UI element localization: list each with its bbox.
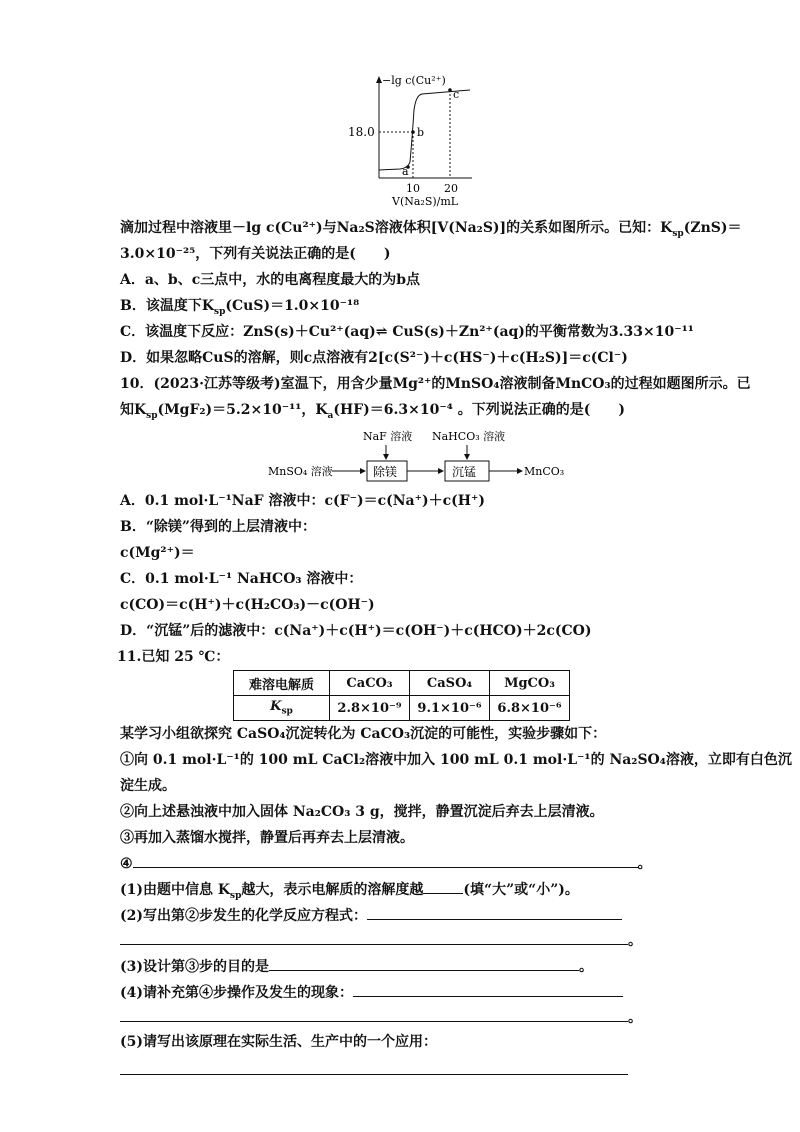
answer-blank-sub5[interactable] [120, 1060, 628, 1075]
graph-ytick: 18.0 [348, 125, 375, 139]
table-header-cell: CaCO₃ [330, 671, 410, 696]
graph-ylabel: −lg c(Cu²⁺) [382, 74, 446, 87]
q11-sub4-text: (4)请补充第④步操作及发生的现象： [120, 985, 353, 1001]
q11-sub1 [120, 879, 579, 905]
q10-stem-line1: 10．(2023·江苏等级考)室温下，用含少量Mg²⁺的MnSO₄溶液制备MnCO₃的过程如题图所示。已 [120, 376, 751, 392]
q9-optb-text: B．该温度下K [120, 298, 215, 314]
q11-sub1b: 越大，表示电解质的溶解度越 [241, 882, 424, 898]
table-cell: 6.8×10⁻⁶ [490, 696, 570, 721]
answer-blank-sub3[interactable] [269, 956, 579, 971]
q11-sub2-line2 [120, 930, 642, 950]
graph-xlabel: V(Na₂S)/mL [392, 195, 459, 208]
answer-blank-step4[interactable] [133, 853, 638, 868]
q10-option-d: D．“沉锰”后的滤液中：c(Na⁺)＋c(H⁺)＝c(OH⁻)＋c(HCO)＋2c(CO) [120, 623, 592, 639]
table-header-cell: CaSO₄ [410, 671, 490, 696]
point-c: c [453, 88, 460, 101]
table-row [234, 696, 570, 721]
flow-start: MnSO₄ 溶液 [268, 465, 333, 478]
q11-step4 [120, 853, 652, 873]
q11-sub1c: (填“大”或“小”)。 [463, 882, 579, 898]
q9-stem-line1 [120, 219, 741, 243]
q9-optb-sub: sp [214, 306, 226, 317]
q11-sub3 [120, 956, 593, 976]
q11-step1-line1: ①向 0.1 mol·L⁻¹的 100 mL CaCl₂溶液中加入 100 mL 0.1 mol·L⁻¹的 Na₂SO₄溶液，立即有白色沉 [120, 752, 792, 768]
q11-sub3-text: (3)设计第③步的目的是 [120, 959, 269, 975]
point-a: a [402, 165, 409, 178]
table-row-label [234, 696, 330, 721]
period: 。 [579, 959, 593, 975]
graph-xtick-20: 20 [444, 182, 458, 195]
q11-step4-label: ④ [120, 856, 133, 872]
q9-option-a: A．a、b、c三点中，水的电离程度最大的为b点 [120, 272, 421, 288]
q9-option-d: D．如果忽略CuS的溶解，则c点溶液有2[c(S²⁻)＋c(HS⁻)＋c(H₂S)]＝c(Cl⁻) [120, 350, 628, 366]
q10-stem2-sub2: a [327, 410, 334, 421]
q11-sub5: (5)请写出该原理在实际生活、生产中的一个应用： [120, 1034, 437, 1050]
q10-option-b-formula: c(Mg²⁺)＝ [120, 545, 195, 561]
q11-sub4-line2 [120, 1007, 642, 1027]
titration-graph [340, 70, 490, 210]
flow-step1-reagent: NaF 溶液 [363, 430, 413, 443]
q10-stem2: 知K [120, 402, 147, 418]
q10-option-a: A．0.1 mol·L⁻¹NaF 溶液中：c(F⁻)＝c(Na⁺)＋c(H⁺) [120, 493, 486, 509]
flow-step2: 沉锰 [452, 465, 477, 479]
q11-stem: 11.已知 25 ℃： [117, 649, 230, 665]
graph-xtick-10: 10 [406, 182, 420, 195]
q9-option-c: C．该温度下反应：ZnS(s)＋Cu²⁺(aq)⇌ CuS(s)＋Zn²⁺(aq)的平衡常数为3.33×10⁻¹¹ [120, 324, 694, 340]
answer-blank-sub4b[interactable] [120, 1007, 628, 1022]
table-header-row [234, 671, 570, 696]
q11-sub4 [120, 982, 623, 1002]
answer-blank-sub2b[interactable] [120, 930, 628, 945]
period: 。 [628, 1010, 642, 1026]
q10-option-c-formula: c(CO)＝c(H⁺)＋c(H₂CO₃)－c(OH⁻) [120, 597, 375, 613]
q9-option-b [120, 297, 359, 321]
ksp-symbol-sub: sp [281, 706, 293, 717]
q11-step3: ③再加入蒸馏水搅拌，静置后再弃去上层清液。 [120, 830, 414, 846]
flow-end: MnCO₃ [524, 465, 565, 478]
q10-stem2-end2: (HF)＝6.3×10⁻⁴ 。下列说法正确的是( ) [333, 402, 626, 418]
q9-stem-line2: 3.0×10⁻²⁵，下列有关说法正确的是( ) [120, 246, 391, 262]
q11-intro: 某学习小组欲探究 CaSO₄沉淀转化为 CaCO₃沉淀的可能性，实验步骤如下： [120, 726, 607, 742]
answer-blank-sub2a[interactable] [367, 905, 622, 920]
q9-stem1-end: (ZnS)＝ [683, 220, 742, 236]
process-flow-diagram [260, 425, 580, 487]
table-header-cell: 难溶电解质 [234, 671, 330, 696]
answer-blank-sub4a[interactable] [353, 982, 623, 997]
answer-blank-sub1[interactable] [423, 879, 463, 894]
q11-sub1a: (1)由题中信息 K [120, 882, 231, 898]
q9-stem1: 滴加过程中溶液里－lg c(Cu²⁺)与Na₂S溶液体积[V(Na₂S)]的关系如图所示。已知：K [120, 220, 673, 236]
q11-sub5-line2 [120, 1060, 628, 1080]
period: 。 [637, 856, 652, 872]
ksp-table [233, 670, 570, 721]
q11-sub2 [120, 905, 622, 925]
ksp-symbol: K [270, 699, 282, 715]
q10-stem-line2 [120, 401, 625, 425]
table-cell: 9.1×10⁻⁶ [410, 696, 490, 721]
table-cell: 2.8×10⁻⁹ [330, 696, 410, 721]
q10-stem2-end: (MgF₂)＝5.2×10⁻¹¹，K [157, 402, 328, 418]
q11-step2: ②向上述悬浊液中加入固体 Na₂CO₃ 3 g，搅拌，静置沉淀后弃去上层清液。 [120, 804, 604, 820]
flow-step2-reagent: NaHCO₃ 溶液 [432, 430, 506, 443]
point-b: b [417, 126, 425, 139]
q11-sub2-text: (2)写出第②步发生的化学反应方程式： [120, 908, 367, 924]
period: 。 [628, 933, 642, 949]
q10-option-b: B．“除镁”得到的上层清液中： [120, 519, 316, 535]
q9-stem1-sub: sp [672, 228, 684, 239]
q10-option-c: C．0.1 mol·L⁻¹ NaHCO₃ 溶液中： [120, 571, 363, 587]
q11-step1-line2: 淀生成。 [120, 778, 176, 794]
q9-optb-end: (CuS)＝1.0×10⁻¹⁸ [225, 298, 360, 314]
table-header-cell: MgCO₃ [490, 671, 570, 696]
flow-step1: 除镁 [373, 465, 398, 479]
q10-stem2-sub: sp [146, 410, 158, 421]
q11-sub1-sub: sp [230, 890, 242, 901]
